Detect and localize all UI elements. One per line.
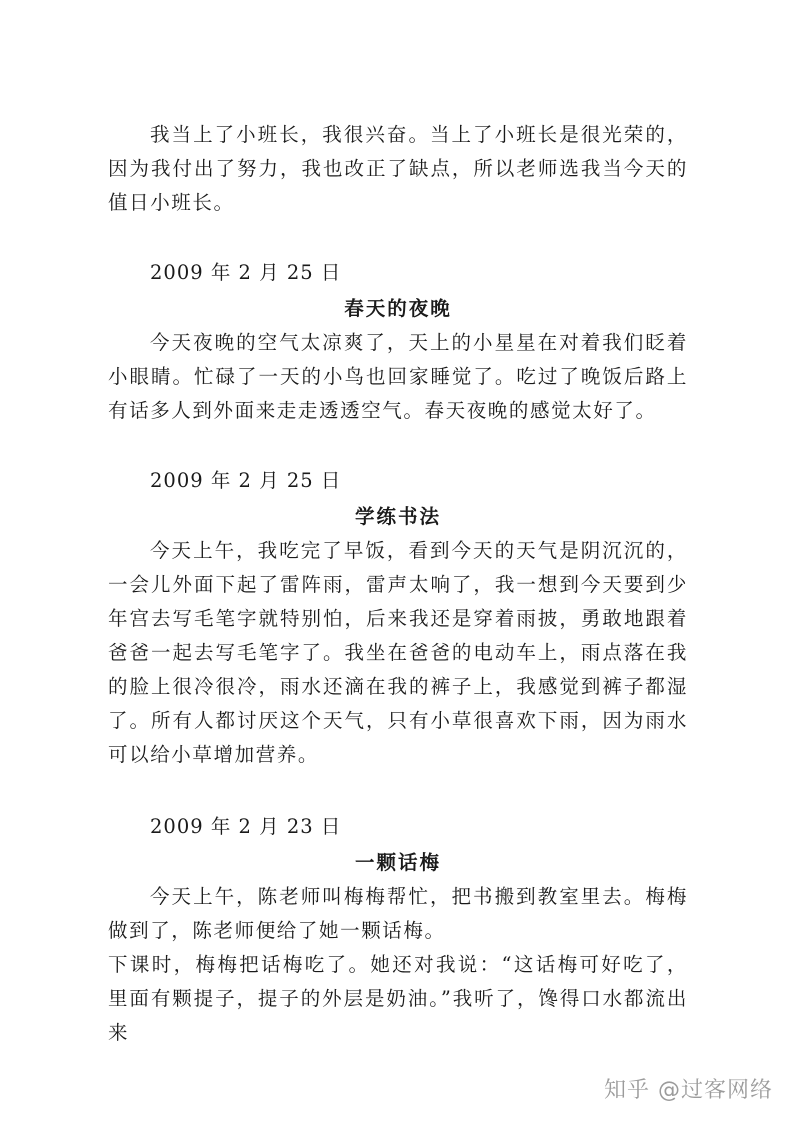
entry-title: 学练书法 (354, 505, 441, 528)
entry-paragraph: 下课时，梅梅把话梅吃了。她还对我说：“这话梅可好吃了，里面有颗提子，提子的外层是奶油。”我听了，馋得口水都流出来 (108, 953, 688, 1044)
entry-date: 2009 年 2 月 25 日 (150, 469, 342, 492)
entry-paragraph: 今天夜晚的空气太凉爽了，天上的小星星在对着我们眨着小眼睛。忙碌了一天的小鸟也回家睡觉了。吃过了晚饭后路上有话多人到外面来走走透透空气。春天夜晚的感觉太好了。 (108, 331, 688, 422)
entry-paragraph: 今天上午，我吃完了早饭，看到今天的天气是阴沉沉的，一会儿外面下起了雷阵雨，雷声太响了，我一想到今天要到少年宫去写毛笔字就特别怕，后来我还是穿着雨披，勇敢地跟着爸爸一起去写毛笔字了。我坐在爸爸的电动车上，雨点落在我的脸上很冷很冷，雨水还滴在我的裤子上，我感觉到裤子都湿了。所有人都讨厌这个天气，只有小草很喜欢下雨，因为雨水可以给小草增加营养。 (108, 539, 688, 766)
entry-title: 春天的夜晚 (344, 297, 452, 320)
entry-title: 一颗话梅 (354, 851, 441, 874)
entry-paragraph: 今天上午，陈老师叫梅梅帮忙，把书搬到教室里去。梅梅做到了，陈老师便给了她一颗话梅。 (108, 885, 688, 942)
entry-date: 2009 年 2 月 23 日 (150, 815, 342, 838)
entry-paragraph: 我当上了小班长，我很兴奋。当上了小班长是很光荣的，因为我付出了努力，我也改正了缺点，所以老师选我当今天的值日小班长。 (108, 123, 688, 214)
entry-date: 2009 年 2 月 25 日 (150, 261, 342, 284)
watermark: 知乎 @过客网络 (604, 1078, 773, 1103)
